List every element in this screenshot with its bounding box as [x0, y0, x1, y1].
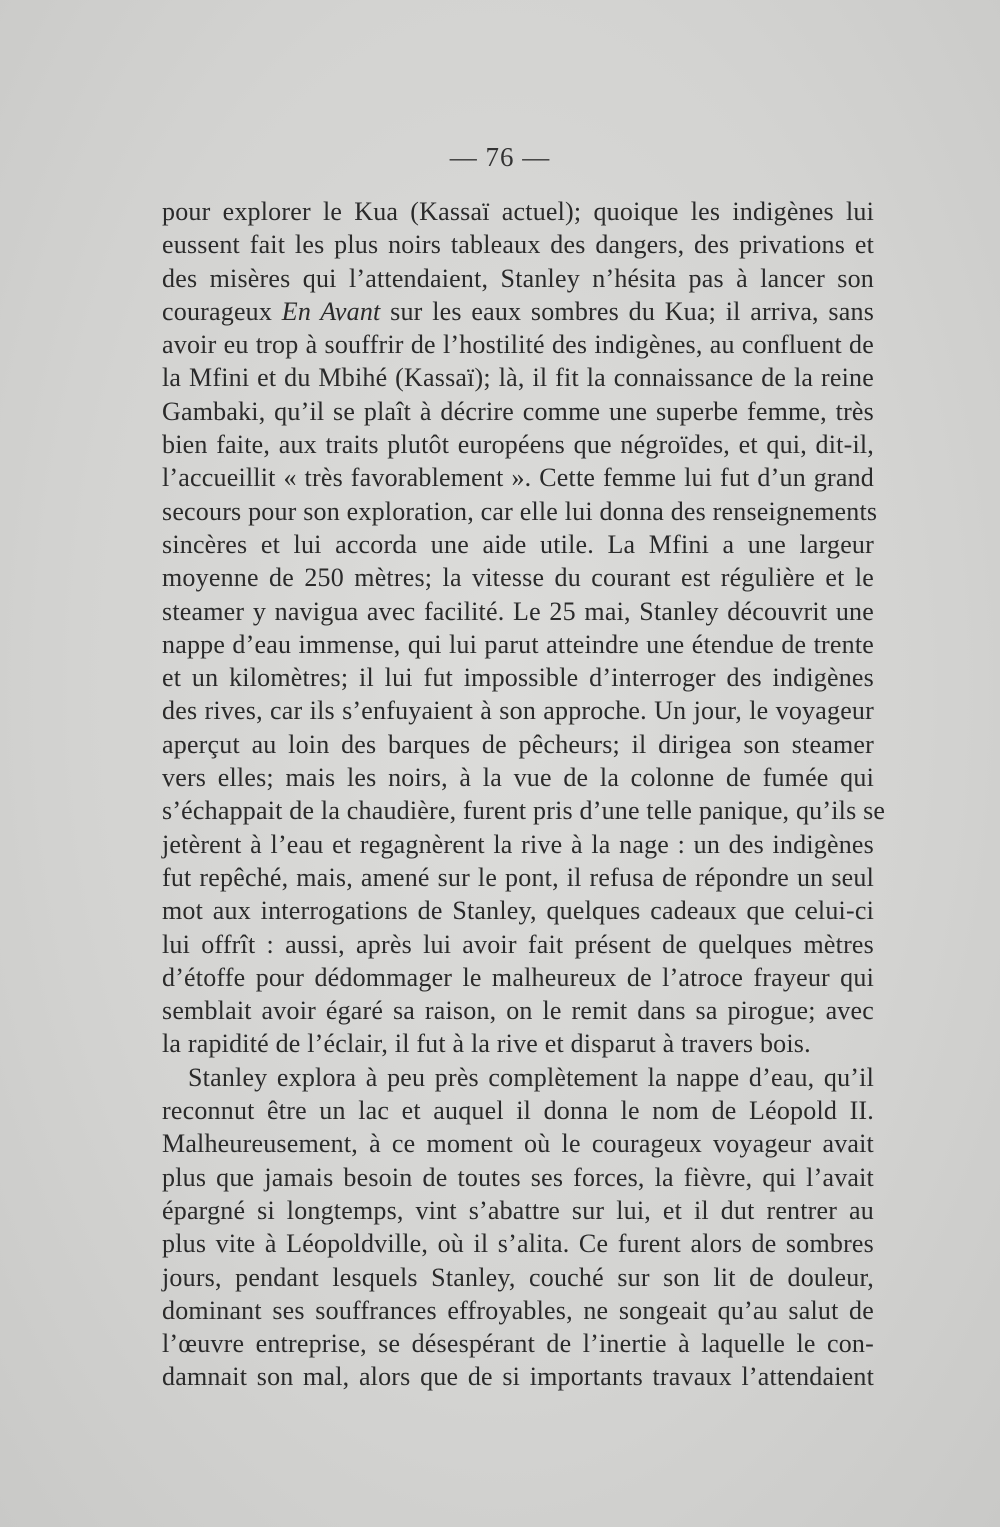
text-line: eussent fait les plus noirs tableaux des dangers, des privations et	[162, 230, 874, 260]
text-line: épargné si longtemps, vint s’abattre sur lui, et il dut rentrer au	[162, 1195, 874, 1225]
text-line-paragraph-start: Stanley explora à peu près complètement la nappe d’eau, qu’il	[188, 1062, 874, 1092]
text-line: aperçut au loin des barques de pêcheurs; il dirigea son steamer	[162, 729, 874, 759]
text-line: sincères et lui accorda une aide utile. La Mfini a une largeur	[162, 529, 874, 559]
text-line: vers elles; mais les noirs, à la vue de la colonne de fumée qui	[162, 763, 874, 793]
text-line: bien faite, aux traits plutôt européens que négroïdes, et qui, dit-il,	[162, 430, 874, 460]
text-line: et un kilomètres; il lui fut impossible d’interroger des indigènes	[162, 663, 874, 693]
text-line: mot aux interrogations de Stanley, quelques cadeaux que celui-ci	[162, 896, 874, 926]
text-line: jetèrent à l’eau et regagnèrent la rive à la nage : un des indigènes	[162, 829, 874, 859]
text-line	[162, 295, 874, 328]
text-run: courageux	[162, 296, 282, 326]
text-line: plus vite à Léopoldville, où il s’alita. Ce furent alors de sombres	[162, 1229, 874, 1259]
text-line: l’accueillit « très favorablement ». Cette femme lui fut d’un grand	[162, 463, 874, 493]
text-line: fut repêché, mais, amené sur le pont, il refusa de répondre un seul	[162, 862, 874, 892]
italic-ship-name: En Avant	[281, 296, 381, 326]
page-number: — 76 —	[449, 142, 551, 172]
text-line: jours, pendant lesquels Stanley, couché sur son lit de douleur,	[162, 1262, 874, 1292]
text-line: moyenne de 250 mètres; la vitesse du courant est régulière et le	[162, 563, 874, 593]
text-line: secours pour son exploration, car elle lui donna des renseignements	[162, 496, 878, 526]
text-line: Gambaki, qu’il se plaît à décrire comme une superbe femme, très	[162, 396, 874, 426]
text-line: reconnut être un lac et auquel il donna le nom de Léopold II.	[162, 1096, 874, 1126]
text-line: steamer y navigua avec facilité. Le 25 mai, Stanley découvrit une	[162, 596, 874, 626]
text-line: des misères qui l’attendaient, Stanley n’hésita pas à lancer son	[162, 263, 874, 293]
text-line: dominant ses souffrances effroyables, ne songeait qu’au salut de	[162, 1295, 874, 1325]
text-line: avoir eu trop à souffrir de l’hostilité des indigènes, au confluent de	[162, 330, 874, 360]
text-line: l’œuvre entreprise, se désespérant de l’inertie à laquelle le con-	[162, 1329, 874, 1359]
text-line: pour explorer le Kua (Kassaï actuel); quoique les indigènes lui	[162, 197, 874, 226]
text-line: lui offrît : aussi, après lui avoir fait présent de quelques mètres	[162, 929, 874, 959]
text-line: nappe d’eau immense, qui lui parut atteindre une étendue de trente	[162, 629, 874, 659]
text-run: sur les eaux sombres du Kua; il arriva, sans	[380, 296, 875, 326]
text-line: plus que jamais besoin de toutes ses forces, la fièvre, qui l’avait	[162, 1162, 874, 1192]
text-line: damnait son mal, alors que de si importants travaux l’attendaient	[162, 1362, 874, 1392]
text-line: la Mfini et du Mbihé (Kassaï); là, il fit la connaissance de la reine	[162, 363, 874, 393]
body-text	[162, 195, 886, 1394]
text-line: des rives, car ils s’enfuyaient à son approche. Un jour, le voyageur	[162, 696, 874, 726]
text-line: s’échappait de la chaudière, furent pris d’une telle panique, qu’ils se	[162, 796, 886, 826]
text-line: d’étoffe pour dédommager le malheureux de l’atroce frayeur qui	[162, 962, 874, 992]
text-line-paragraph-end: la rapidité de l’éclair, il fut à la rive et disparut à travers bois.	[162, 1029, 811, 1059]
text-line: Malheureusement, à ce moment où le courageux voyageur avait	[162, 1129, 874, 1159]
text-line: semblait avoir égaré sa raison, on le remit dans sa pirogue; avec	[162, 996, 874, 1026]
